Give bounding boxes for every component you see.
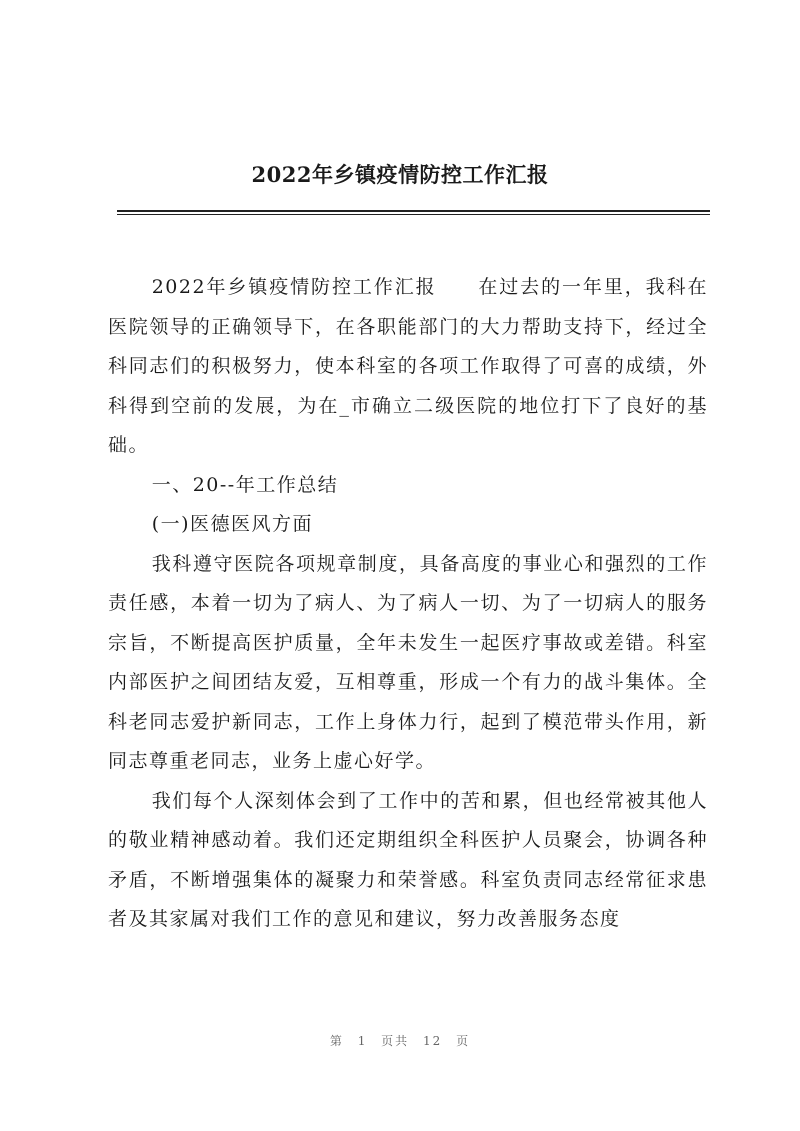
document-title: 2022年乡镇疫情防控工作汇报 xyxy=(251,162,549,187)
paragraph-intro: 2022年乡镇疫情防控工作汇报 在过去的一年里，我科在医院领导的正确领导下，在各职能部门的大力帮助支持下，经过全科同志们的积极努力，使本科室的各项工作取得了可喜的成绩，外科得到空前的发展，为在_市确立二级医院的地位打下了良好的基础。 xyxy=(108,276,708,456)
footer-current-page: 1 xyxy=(357,1034,368,1048)
paragraph-ethics: 我科遵守医院各项规章制度，具备高度的事业心和强烈的工作责任感，本着一切为了病人、为了病人一切、为了一切病人的服务宗旨，不断提高医护质量，全年未发生一起医疗事故或差错。科室内部医护之间团结友爱，互相尊重，形成一个有力的战斗集体。全科老同志爱护新同志，工作上身体力行，起到了模范带头作用，新同志尊重老同志，业务上虚心好学。 xyxy=(108,552,708,772)
section-heading: 一、20--年工作总结 xyxy=(151,473,339,496)
footer-total-pages: 12 xyxy=(423,1034,443,1048)
footer-suffix: 页 xyxy=(456,1034,471,1048)
footer-middle: 页共 xyxy=(381,1034,410,1048)
paragraph-teamwork: 我们每个人深刻体会到了工作中的苦和累，但也经常被其他人的敬业精神感动着。我们还定期组织全科医护人员聚会，协调各种矛盾，不断增强集体的凝聚力和荣誉感。科室负责同志经常征求患者及其家属对我们工作的意见和建议，努力改善服务态度 xyxy=(108,789,708,930)
page-footer xyxy=(0,1032,800,1049)
title-underline-thin xyxy=(117,214,710,215)
footer-prefix: 第 xyxy=(329,1034,344,1048)
subsection-heading: (一)医德医风方面 xyxy=(151,513,314,535)
document-body xyxy=(108,268,708,940)
title-underline xyxy=(117,210,710,212)
